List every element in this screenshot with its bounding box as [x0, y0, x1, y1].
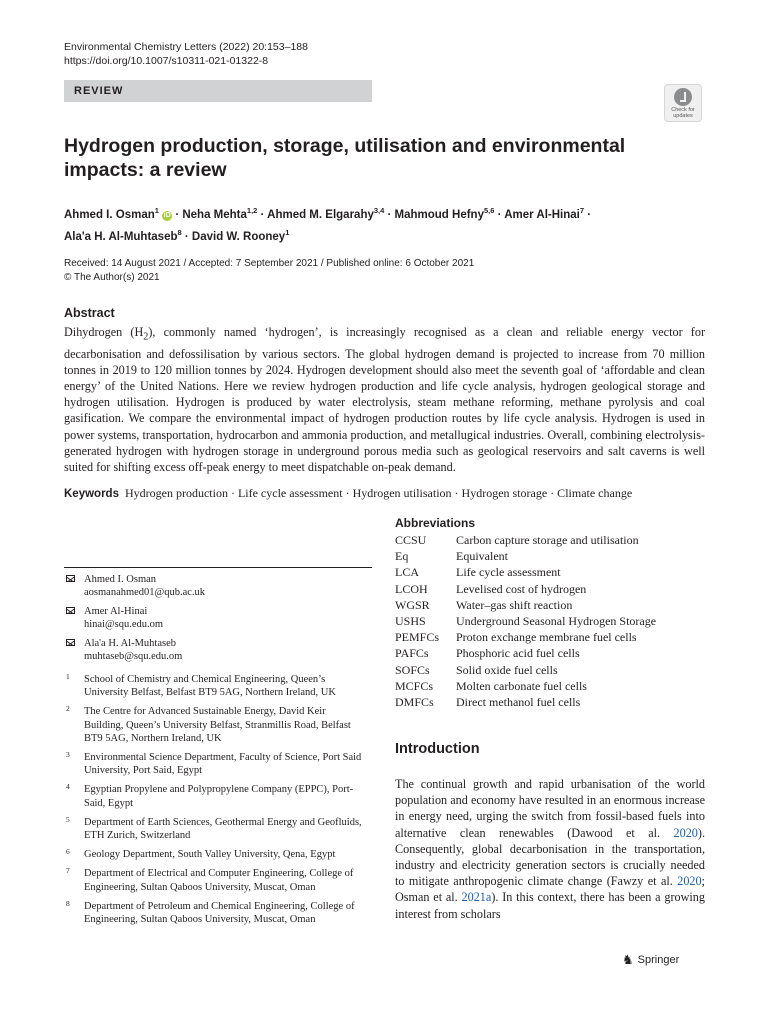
publisher-footer: [622, 952, 679, 968]
abbreviation-definition: Proton exchange membrane fuel cells: [456, 630, 637, 645]
contact-email[interactable]: aosmanahmed01@qub.ac.uk: [84, 587, 206, 598]
dates-line: Received: 14 August 2021 / Accepted: 7 September 2021 / Published online: 6 October 2021: [64, 258, 475, 269]
citation-link[interactable]: 2020: [673, 825, 698, 840]
envelope-icon: [66, 639, 75, 646]
citation-link[interactable]: 2020: [677, 874, 702, 889]
affiliation-text: The Centre for Advanced Sustainable Energy, David Keir Building, Queen’s University Belfast, Stranmillis Road, Belfast BT9 5AG, Northern Ireland, UK: [84, 706, 351, 744]
affiliation-list: [64, 673, 364, 932]
copyright-line: © The Author(s) 2021: [64, 272, 160, 283]
introduction-text: [395, 776, 705, 922]
crossmark-label: Check for updates: [671, 107, 695, 119]
affiliation-text: Department of Electrical and Computer Engineering, College of Engineering, Sultan Qaboos University, Muscat, Oman: [84, 868, 354, 893]
abstract-text: [64, 324, 705, 475]
publication-dates: [64, 257, 474, 285]
affiliation-entry: [64, 900, 364, 926]
affiliation-number: 5: [66, 814, 70, 824]
contact-name: Amer Al-Hinai: [84, 606, 148, 617]
affiliation-text: Environmental Science Department, Faculty of Science, Port Said University, Port Said, Egypt: [84, 752, 362, 777]
author-name[interactable]: Ahmed M. Elgarahy: [267, 208, 374, 221]
contact-email[interactable]: hinai@squ.edu.om: [84, 619, 164, 630]
contact-entry: [64, 573, 364, 599]
abbreviation-row: [395, 630, 715, 646]
section-band: [64, 80, 372, 102]
author-affil-ref: 8: [177, 227, 182, 237]
affiliation-entry: [64, 867, 364, 893]
keywords-line: [64, 485, 705, 502]
envelope-icon: [66, 607, 75, 614]
author-affil-ref: 3,4: [373, 206, 385, 215]
abbreviation-term: PEMFCs: [395, 630, 440, 645]
contact-list: [64, 573, 364, 669]
intro-part: ). In this context, there has been a growing interest from scholars: [395, 890, 705, 921]
author-name[interactable]: David W. Rooney: [191, 230, 286, 243]
author-affil-ref: 1: [285, 227, 290, 237]
intro-part: The continual growth and rapid urbanisation of the world population and economy have resulted in an enormous increase in energy need, urging the switch from fossil-based fuels into alternative clean renewables (Dawood et al.: [395, 777, 705, 840]
intro-part: ; Osman et al.: [395, 874, 705, 905]
affiliation-text: Geology Department, South Valley University, Qena, Egypt: [84, 849, 336, 861]
abbreviation-row: [395, 549, 715, 565]
affiliation-number: 3: [66, 750, 70, 760]
doi-link[interactable]: https://doi.org/10.1007/s10311-021-01322-8: [64, 55, 269, 67]
abbreviation-term: PAFCs: [395, 646, 429, 661]
abbreviation-term: MCFCs: [395, 678, 434, 693]
contact-entry: [64, 637, 364, 663]
abbreviation-term: LCOH: [395, 581, 428, 596]
abbreviation-term: Eq: [395, 549, 409, 564]
publisher-name: Springer: [637, 954, 680, 966]
affiliation-text: School of Chemistry and Chemical Engineering, Queen’s University Belfast, Belfast BT9 5AG, Northern Ireland, UK: [84, 674, 336, 699]
abbreviation-term: DMFCs: [395, 694, 434, 709]
abstract-heading: Abstract: [64, 306, 115, 320]
affiliation-text: Egyptian Propylene and Polypropylene Company (EPPC), Port-Said, Egypt: [84, 784, 354, 809]
keywords-text: Hydrogen production · Life cycle assessment · Hydrogen utilisation · Hydrogen storage · Climate change: [124, 486, 633, 500]
citation-link[interactable]: 2021a: [461, 890, 492, 905]
abbreviations-table: [395, 533, 715, 711]
affiliation-entry: [64, 848, 364, 861]
author-affil-ref: 7: [579, 206, 585, 215]
abbreviation-definition: Molten carbonate fuel cells: [456, 678, 587, 693]
abstract-part: ), commonly named ‘hydrogen’, is increasingly recognised as a clean and reliable energy vector for decarbonisation and defossilisation by various sectors. The global hydrogen demand is projected to increase from 70 million tonnes in 2019 to 120 million tonnes by 2024. Hydrogen development should also meet the seventh goal of ‘affordable and clean energy’ of the United Nations. Here we review hydrogen production and life cycle analysis, hydrogen geological storage and hydrogen utilisation. Hydrogen is produced by water electrolysis, steam methane reforming, methane pyrolysis and coal gasification. We compare the environmental impact of hydrogen production routes by life cycle analysis. Hydrogen is used in power systems, transportation, hydrocarbon and ammonia production, and metallugical industries. Overall, combining electrolysis-generated hydrogen with hydrogen storage in underground porous media such as geological reservoirs and salt caverns is well suited for shifting excess off-peak energy to meet dispatchable on-peak demand.: [64, 325, 706, 475]
journal-header: [64, 40, 308, 68]
abbreviation-term: CCSU: [395, 533, 427, 547]
abbreviation-row: [395, 565, 715, 581]
abbreviation-definition: Solid oxide fuel cells: [456, 662, 558, 677]
author-affil-ref: 1: [154, 206, 159, 215]
contact-name: Ahmed I. Osman: [84, 574, 157, 585]
introduction-heading: Introduction: [395, 741, 480, 757]
abbreviation-definition: Underground Seasonal Hydrogen Storage: [456, 613, 657, 628]
contact-entry: [64, 605, 364, 631]
section-label: REVIEW: [74, 85, 124, 97]
contact-email[interactable]: muhtaseb@squ.edu.om: [84, 651, 183, 662]
affiliation-number: 4: [66, 782, 70, 792]
abbreviation-row: [395, 663, 715, 679]
springer-horse-icon: ♞: [622, 952, 634, 967]
contact-name: Ala'a H. Al-Muhtaseb: [84, 638, 176, 649]
author-name[interactable]: Mahmoud Hefny: [394, 208, 484, 221]
author-name[interactable]: Amer Al-Hinai: [504, 208, 580, 221]
abbreviation-definition: Water–gas shift reaction: [456, 597, 573, 612]
author-affil-ref: 5,6: [483, 206, 495, 215]
abbreviation-definition: Equivalent: [456, 549, 508, 564]
footnote-divider: [64, 567, 372, 568]
affiliation-number: 7: [66, 866, 70, 876]
abbreviation-definition: Direct methanol fuel cells: [456, 694, 581, 709]
author-name[interactable]: Ahmed I. Osman: [64, 208, 155, 221]
envelope-icon: [66, 575, 75, 582]
orcid-icon[interactable]: iD: [163, 211, 171, 219]
abbreviation-row: [395, 614, 715, 630]
abbreviation-row: [395, 598, 715, 614]
author-affil-ref: 1,2: [246, 206, 258, 215]
abbreviation-term: WGSR: [395, 597, 430, 612]
abbreviation-term: LCA: [395, 565, 419, 580]
abbreviation-definition: Life cycle assessment: [456, 565, 561, 580]
keywords-heading: Keywords: [64, 488, 119, 500]
abbreviation-row: [395, 582, 715, 598]
abbreviations-heading: Abbreviations: [395, 516, 476, 530]
abstract-subscript: 2: [143, 331, 149, 343]
abstract-part: Dihydrogen (H: [64, 325, 144, 339]
author-name[interactable]: Neha Mehta: [182, 208, 247, 221]
article-title: Hydrogen production, storage, utilisation and environmental impacts: a review: [64, 135, 626, 181]
abbreviation-definition: Phosphoric acid fuel cells: [456, 646, 580, 661]
crossmark-badge[interactable]: [664, 84, 702, 122]
abbreviation-row: [395, 533, 715, 549]
abbreviation-row: [395, 695, 715, 711]
journal-citation: Environmental Chemistry Letters (2022) 20:153–188: [64, 41, 308, 53]
abbreviation-term: SOFCs: [395, 662, 430, 677]
abbreviation-row: [395, 646, 715, 662]
author-list: Ahmed I. Osman$^1$ iD · Neha Mehta$^{1,2}$ · Ahmed M. Elgarahy$^{3,4}$ · Mahmoud Hefny$^{5,6}$ · Amer Al-Hinai$^7$ · Ala'a H. Al-Muhtaseb$^8$ · David W. Rooney$^1$: [64, 206, 592, 243]
abbreviation-definition: Levelised cost of hydrogen: [456, 581, 587, 596]
affiliation-text: Department of Earth Sciences, Geothermal Energy and Geofluids, ETH Zurich, Switzerland: [84, 816, 362, 842]
affiliation-number: 8: [66, 898, 70, 908]
affiliation-number: 6: [66, 847, 70, 857]
author-name[interactable]: Ala'a H. Al-Muhtaseb: [64, 230, 178, 243]
abbreviation-definition: Carbon capture storage and utilisation: [456, 533, 639, 547]
crossmark-icon: [674, 88, 692, 106]
affiliation-entry: [64, 751, 364, 777]
intro-part: ). Consequently, global decarbonisation in the transportation, industry and electricity generation sectors is crucially needed to mitigate anthropogenic climate change (Fawzy et al.: [395, 825, 705, 889]
abbreviation-term: USHS: [395, 613, 426, 628]
affiliation-entry: [64, 783, 364, 809]
affiliation-entry: [64, 705, 364, 745]
affiliation-number: 2: [66, 704, 70, 714]
abbreviation-row: [395, 679, 715, 695]
affiliation-number: 1: [66, 672, 70, 681]
affiliation-text: Department of Petroleum and Chemical Engineering, College of Engineering, Sultan Qaboos University, Muscat, Oman: [84, 900, 355, 926]
affiliation-entry: [64, 816, 364, 842]
affiliation-entry: [64, 673, 364, 699]
